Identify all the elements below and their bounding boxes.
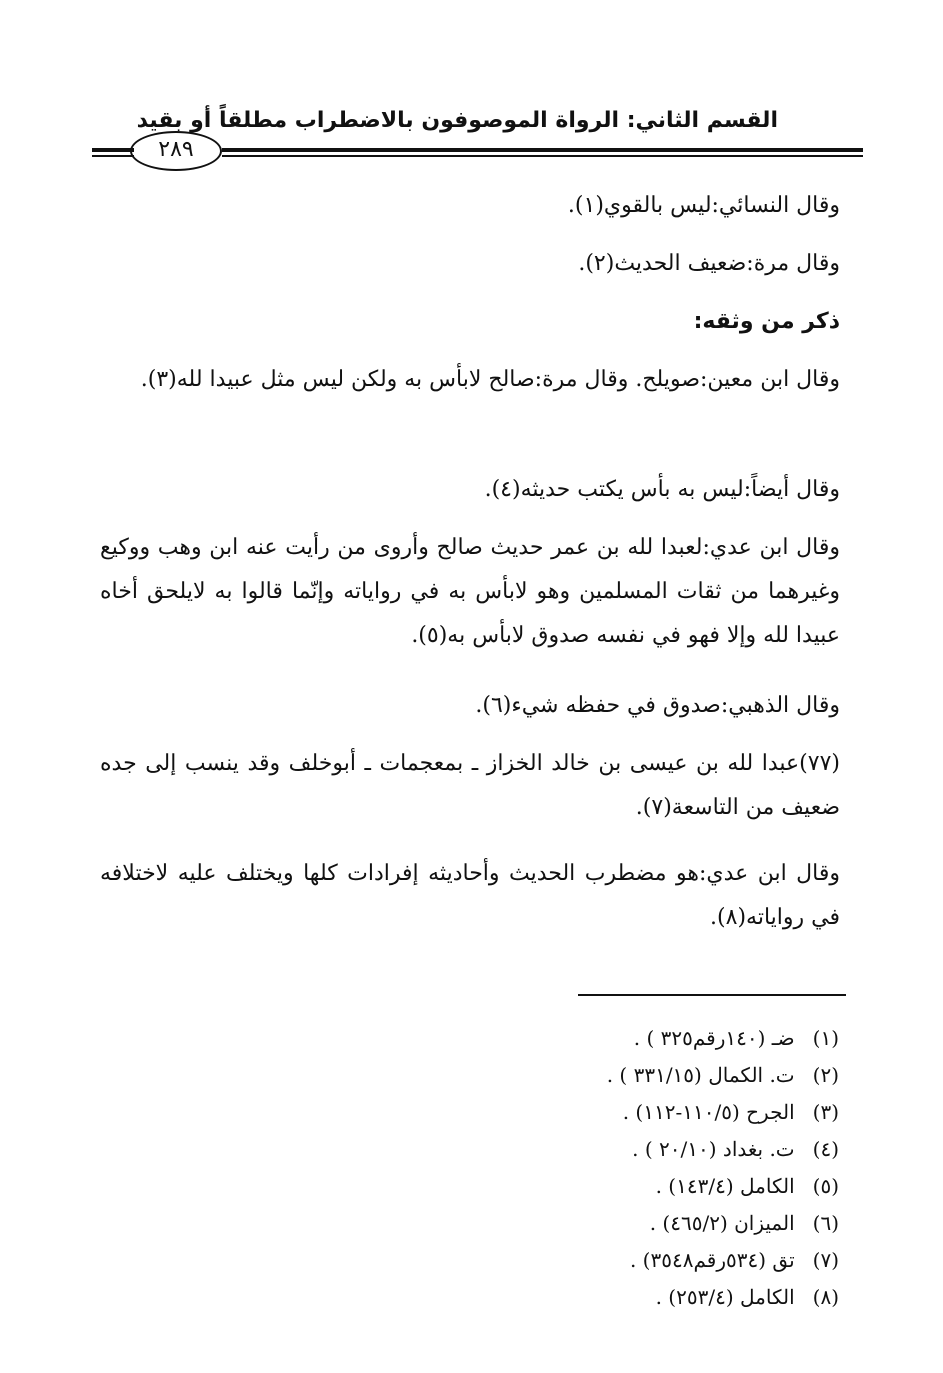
footnote-text: ت. الكمال (٣٣١/١٥ ) . — [606, 1063, 795, 1087]
footnote-number: (٢) — [812, 1063, 839, 1087]
header-rule-thin — [222, 155, 863, 157]
footnote-separator — [578, 994, 846, 996]
footnote-item — [339, 1094, 839, 1131]
footnote-item — [339, 1020, 839, 1057]
paragraph: وقال النسائي:ليس بالقوي(١). — [567, 193, 840, 218]
footnote-item — [339, 1279, 839, 1316]
paragraph: وقال ابن عدي:هو مضطرب الحديث وأحاديثه إفرادات كلها ويختلف عليه لاختلافه في رواياته(٨). — [100, 861, 840, 930]
header-rule-thick — [222, 148, 863, 152]
footnote-text: تق (٥٣٤رقم٣٥٤٨) . — [629, 1248, 795, 1272]
footnotes — [339, 1020, 839, 1316]
footnote-number: (٤) — [812, 1137, 839, 1161]
paragraph: وقال أيضاً:ليس به بأس يكتب حديثه(٤). — [484, 477, 840, 502]
paragraph: وقال مرة:ضعيف الحديث(٢). — [578, 251, 840, 276]
footnote-text: الكامل (١٤٣/٤) . — [655, 1174, 795, 1198]
paragraph: وقال ابن عدي:لعبدا لله بن عمر حديث صالح وأروى من رأيت عنه ابن وهب ووكيع وغيرهما من ثقات المسلمين وهو لابأس به في رواياته وإنّما قالوا به لايلحق أخاه عبيدا لله وإلا فهو في نفسه صدوق لابأس به(٥). — [100, 535, 840, 648]
page-number: ٢٨٩ — [130, 131, 222, 171]
section-heading: ذكر من وثقه: — [693, 309, 840, 334]
footnote-number: (٨) — [812, 1285, 839, 1309]
footnote-item — [339, 1131, 839, 1168]
footnote-text: الجرح (١١٠/٥-١١٢) . — [622, 1100, 795, 1124]
footnote-item — [339, 1057, 839, 1094]
entry-paragraph: (٧٧)عبدا لله بن عيسى بن خالد الخزاز ـ بمعجمات ـ أبوخلف وقد ينسب إلى جده ضعيف من التاسعة(٧). — [100, 751, 840, 820]
header-rule-left-thick — [92, 148, 134, 152]
footnote-text: ت. بغداد (٢٠/١٠ ) . — [632, 1137, 795, 1161]
footnote-text: الكامل (٢٥٣/٤) . — [655, 1285, 795, 1309]
footnote-text: الميزان (٤٦٥/٢) . — [649, 1211, 795, 1235]
footnote-item — [339, 1168, 839, 1205]
paragraph: وقال الذهبي:صدوق في حفظه شيء(٦). — [475, 693, 840, 718]
footnote-number: (٦) — [812, 1211, 839, 1235]
running-title: القسم الثاني: الرواة الموصوفون بالاضطراب مطلقاً أو بقيد — [136, 108, 778, 133]
footnote-number: (٥) — [812, 1174, 839, 1198]
header-rule-left-thin — [92, 155, 134, 157]
footnote-text: ضـ (١٤٠رقم٣٢٥ ) . — [633, 1026, 795, 1050]
footnote-item — [339, 1242, 839, 1279]
paragraph: وقال ابن معين:صويلح. وقال مرة:صالح لابأس به ولكن ليس مثل عبيدا لله(٣). — [140, 367, 840, 392]
footnote-number: (٣) — [812, 1100, 839, 1124]
footnote-number: (٧) — [812, 1248, 839, 1272]
footnote-number: (١) — [812, 1026, 839, 1050]
footnote-item — [339, 1205, 839, 1242]
